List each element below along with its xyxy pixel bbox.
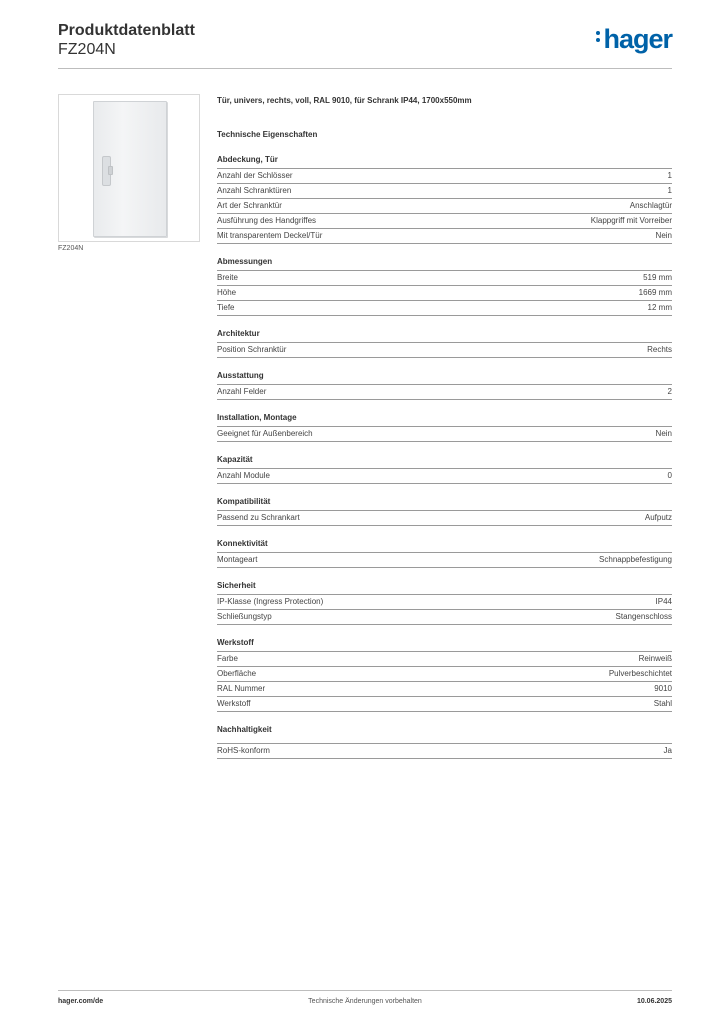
spec-row	[217, 286, 672, 301]
spec-value: 519 mm	[643, 273, 672, 282]
spec-group	[217, 539, 672, 568]
spec-row	[217, 667, 672, 682]
spec-value: 0	[667, 471, 672, 480]
spec-row	[217, 169, 672, 184]
spec-label: Farbe	[217, 654, 238, 663]
spec-row	[217, 301, 672, 316]
product-description: Tür, univers, rechts, voll, RAL 9010, für Schrank IP44, 1700x550mm	[217, 96, 472, 105]
spec-group	[217, 371, 672, 400]
spec-row	[217, 610, 672, 625]
spec-group-title: Abmessungen	[217, 257, 672, 271]
spec-label: Geeignet für Außenbereich	[217, 429, 313, 438]
spec-groups	[217, 155, 672, 759]
logo-dots-icon	[596, 29, 602, 45]
spec-value: Rechts	[647, 345, 672, 354]
footer-date: 10.06.2025	[636, 998, 672, 1005]
spec-row	[217, 652, 672, 667]
spec-value: IP44	[655, 597, 672, 606]
spec-row	[217, 214, 672, 229]
spec-group-title: Ausstattung	[217, 371, 672, 385]
spec-value: 1669 mm	[638, 288, 672, 297]
spec-row	[217, 271, 672, 286]
door-latch-icon	[108, 166, 113, 175]
spec-row	[217, 744, 672, 759]
spec-group	[217, 257, 672, 316]
spec-group-title: Kompatibilität	[217, 497, 672, 511]
spec-label: Mit transparentem Deckel/Tür	[217, 231, 323, 240]
spec-group	[217, 638, 672, 712]
spec-value: Pulverbeschichtet	[608, 669, 672, 678]
spec-label: Ausführung des Handgriffes	[217, 216, 317, 225]
image-caption: FZ204N	[58, 245, 84, 252]
spec-row	[217, 229, 672, 244]
spec-group	[217, 413, 672, 442]
spec-value: Stahl	[653, 699, 672, 708]
spec-label: Tiefe	[217, 303, 235, 312]
spec-group-title: Konnektivität	[217, 539, 672, 553]
spec-label: Anzahl der Schlösser	[217, 171, 293, 180]
spec-label: Anzahl Felder	[217, 387, 267, 396]
footer-website: hager.com/de	[58, 998, 104, 1005]
footer-divider	[58, 990, 672, 991]
spec-row	[217, 427, 672, 442]
page-header	[58, 22, 672, 70]
spec-label: Art der Schranktür	[217, 201, 282, 210]
spec-value: Anschlagtür	[629, 201, 672, 210]
spec-value: Nein	[655, 429, 672, 438]
spec-group-title: Nachhaltigkeit	[217, 725, 672, 744]
spec-value: 9010	[654, 684, 672, 693]
door-illustration	[93, 101, 167, 237]
spec-group	[217, 155, 672, 244]
spec-label: Position Schranktür	[217, 345, 287, 354]
product-image	[58, 94, 200, 242]
spec-group	[217, 455, 672, 484]
spec-value: Nein	[655, 231, 672, 240]
spec-row	[217, 199, 672, 214]
product-code: FZ204N	[58, 41, 116, 58]
spec-label: Oberfläche	[217, 669, 257, 678]
section-heading: Technische Eigenschaften	[217, 130, 318, 139]
spec-row	[217, 343, 672, 358]
footer-disclaimer: Technische Änderungen vorbehalten	[308, 998, 422, 1005]
spec-label: IP-Klasse (Ingress Protection)	[217, 597, 324, 606]
spec-label: RoHS-konform	[217, 746, 270, 755]
spec-group	[217, 581, 672, 625]
spec-label: Passend zu Schrankart	[217, 513, 300, 522]
spec-row	[217, 682, 672, 697]
spec-group	[217, 329, 672, 358]
header-divider	[58, 68, 672, 69]
spec-label: Schließungstyp	[217, 612, 272, 621]
spec-group-title: Abdeckung, Tür	[217, 155, 672, 169]
spec-label: RAL Nummer	[217, 684, 266, 693]
spec-label: Anzahl Module	[217, 471, 270, 480]
spec-value: Reinweiß	[638, 654, 672, 663]
spec-label: Werkstoff	[217, 699, 251, 708]
spec-group-title: Kapazität	[217, 455, 672, 469]
spec-row	[217, 595, 672, 610]
spec-row	[217, 184, 672, 199]
spec-value: 1	[667, 186, 672, 195]
spec-row	[217, 697, 672, 712]
product-specs	[217, 96, 672, 759]
spec-label: Montageart	[217, 555, 258, 564]
spec-group-title: Installation, Montage	[217, 413, 672, 427]
spec-group	[217, 497, 672, 526]
spec-label: Höhe	[217, 288, 237, 297]
document-title: Produktdatenblatt	[58, 22, 195, 39]
spec-label: Breite	[217, 273, 238, 282]
hager-logo	[596, 24, 672, 55]
spec-group	[217, 725, 672, 759]
logo-text: hager	[603, 24, 672, 54]
spec-row	[217, 469, 672, 484]
spec-value: 2	[667, 387, 672, 396]
spec-value: Stangenschloss	[615, 612, 672, 621]
spec-value: 12 mm	[647, 303, 672, 312]
spec-value: 1	[667, 171, 672, 180]
spec-value: Aufputz	[644, 513, 672, 522]
spec-value: Schnappbefestigung	[599, 555, 672, 564]
spec-row	[217, 553, 672, 568]
spec-label: Anzahl Schranktüren	[217, 186, 292, 195]
spec-value: Ja	[663, 746, 672, 755]
spec-value: Klappgriff mit Vorreiber	[590, 216, 672, 225]
spec-row	[217, 385, 672, 400]
spec-group-title: Architektur	[217, 329, 672, 343]
page-footer	[58, 998, 672, 1008]
spec-group-title: Sicherheit	[217, 581, 672, 595]
spec-row	[217, 511, 672, 526]
spec-group-title: Werkstoff	[217, 638, 672, 652]
